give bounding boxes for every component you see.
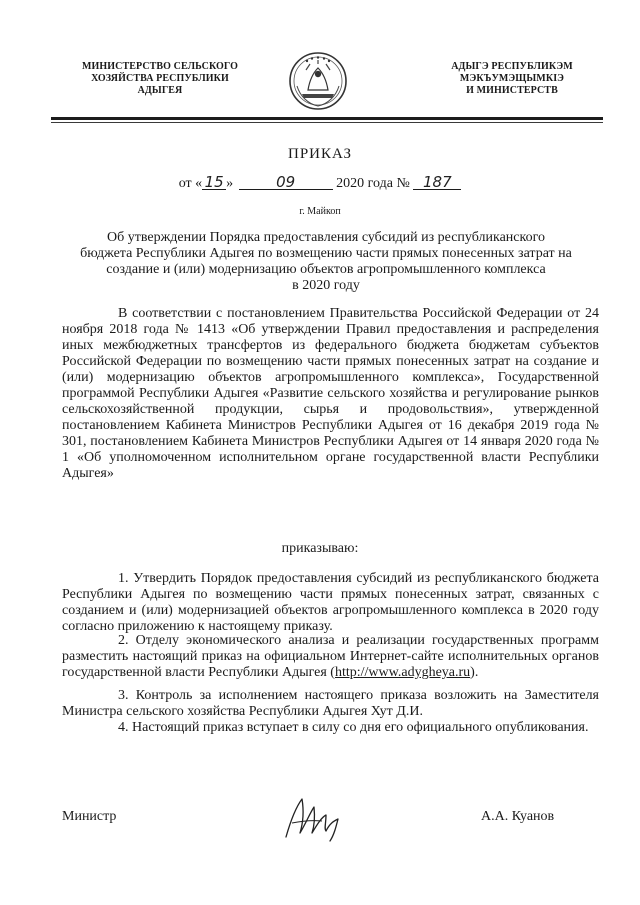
date-number-line (0, 175, 640, 192)
date-day: 15 (202, 175, 226, 190)
website-link[interactable]: http://www.adygheya.ru (334, 665, 471, 680)
document-title: ПРИКАЗ (288, 146, 352, 162)
city: г. Майкоп (299, 206, 341, 217)
header-rule-thin (51, 122, 603, 123)
order-number: 187 (413, 175, 461, 190)
signatory-role: Министр (62, 809, 117, 824)
ministry-name-ru: МИНИСТЕРСТВО СЕЛЬСКОГО ХОЗЯЙСТВА РЕСПУБЛИКИ АДЫГЕЯ (81, 61, 239, 96)
date-month: 09 (239, 175, 333, 190)
handwritten-signature (282, 793, 352, 843)
item-4: 4. Настоящий приказ вступает в силу со дня его официального опубликования. (118, 720, 589, 735)
header-rule-thick (51, 117, 603, 120)
date-prefix: от « (178, 176, 203, 191)
coat-of-arms-emblem (288, 50, 348, 112)
preamble: В соответствии с постановлением Правительства Российской Федерации от 24 ноября 2018 года № 1413 «Об утверждении Правил предоставления и распределения иных межбюджетных трансфертов из федерального бюджета бюджетам субъектов Российской Федерации по возмещению части прямых понесенных затрат на создание и (или) модернизацию объектов агропромышленного комплекса», Государственной программой Республики Адыгея «Развитие сельского хозяйства и регулирование рынков сельскохозяйственной продукции, сырья и продовольствия», утвержденной постановлением Кабинета Министров Республики Адыгея от 16 декабря 2019 года № 301, постановлением Кабинета Министров Республики Адыгея от 14 января 2020 года № 1 «Об уполномоченном исполнительном органе государственной власти Республики Адыгея» (62, 306, 599, 481)
item-2 (62, 633, 599, 681)
date-year: 2020 года № (336, 176, 410, 191)
item-2-end: ). (470, 665, 479, 680)
item-1: 1. Утвердить Порядок предоставления субсидий из республиканского бюджета Республики Адыгея по возмещению части прямых понесенных затрат, связанных с созданием и (или) модернизацией объектов агропромышленного комплекса в 2020 году согласно приложению к настоящему приказу. (62, 571, 599, 634)
item-2-text: 2. Отделу экономического анализа и реализации государственных программ разместить настоящий приказ на официальном Интернет-сайте исполнительных органов государственной власти Республики Адыгея ( (62, 633, 599, 680)
orders-word: приказываю: (281, 541, 359, 556)
item-3: 3. Контроль за исполнением настоящего приказа возложить на Заместителя Министра сельского хозяйства Республики Адыгея Хут Д.И. (62, 688, 599, 719)
ministry-name-ady: АДЫГЭ РЕСПУБЛИКЭМ МЭКЪУМЭЩЫМКIЭ И МИНИСТЕРСТВ (451, 61, 573, 96)
signatory-name: А.А. Куанов (481, 809, 555, 824)
order-subject: Об утверждении Порядка предоставления субсидий из республиканского бюджета Республики Адыгея по возмещению части прямых понесенных затрат на создание и (или) модернизацию объектов агропромышленного комплекса в 2020 году (80, 230, 572, 293)
date-sep: » (226, 176, 234, 191)
